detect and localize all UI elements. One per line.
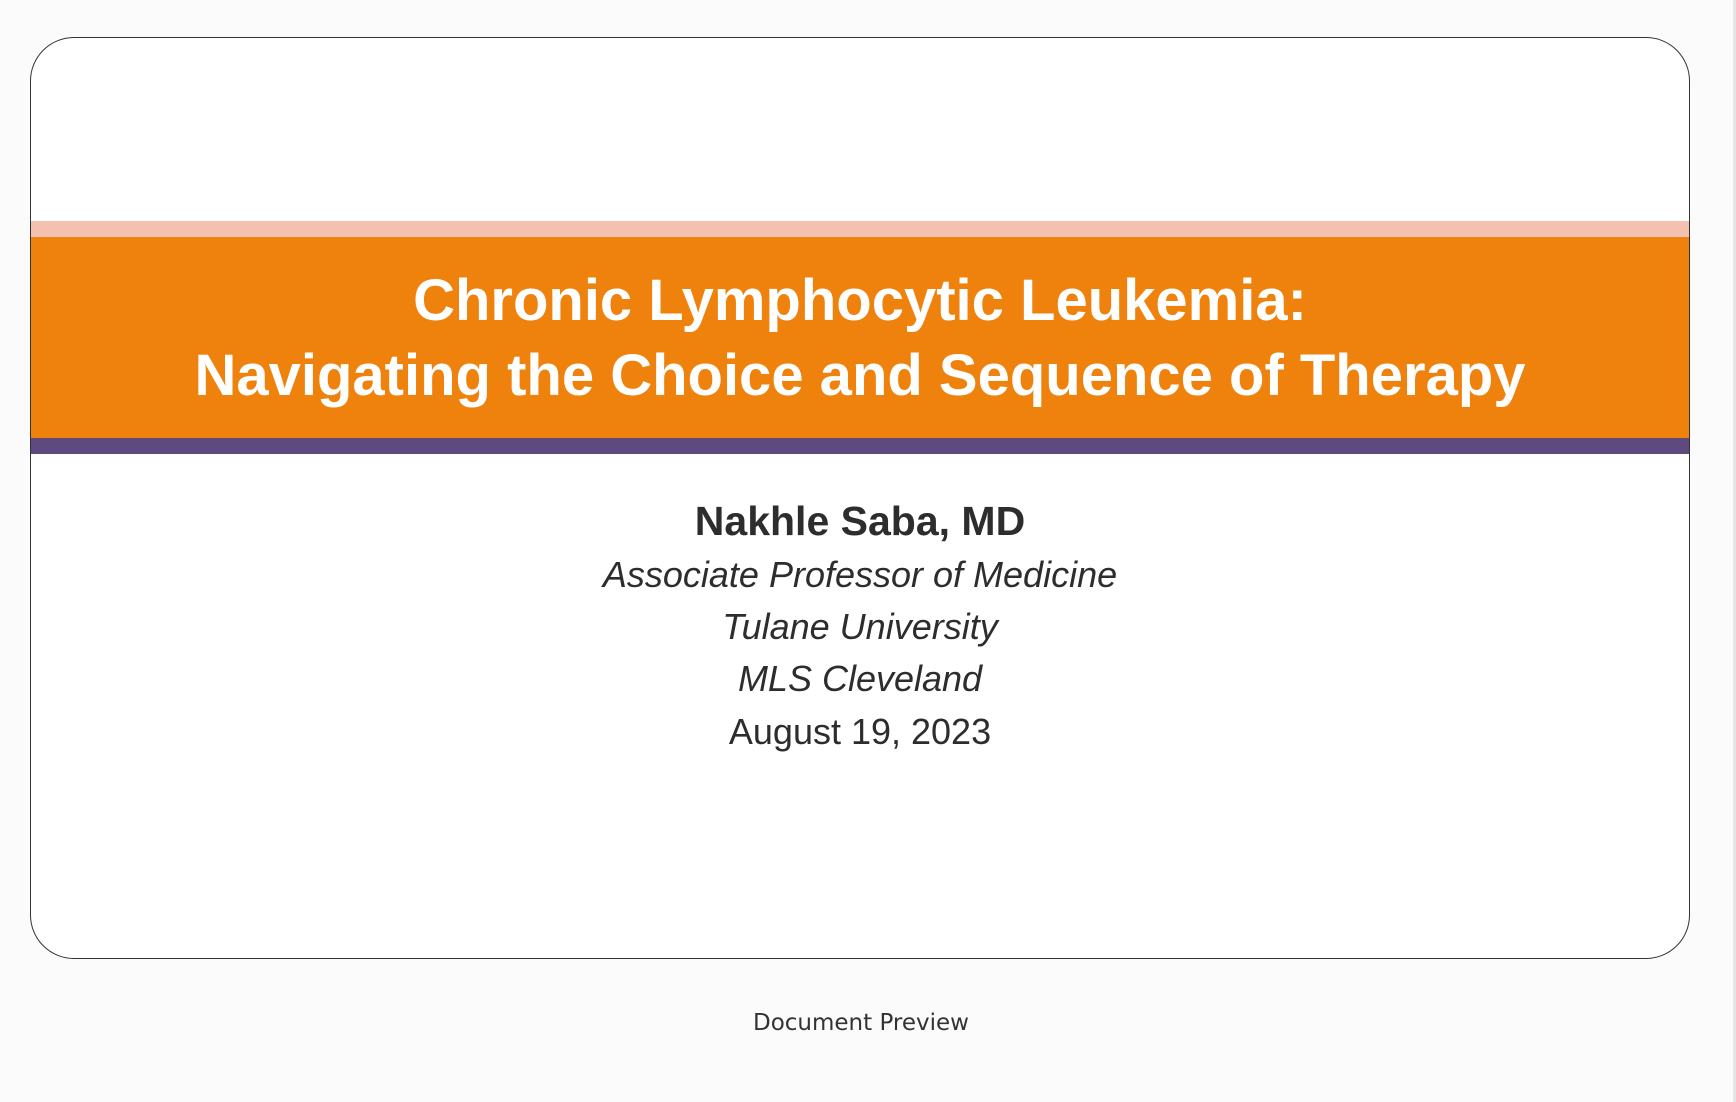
slide-title-line2: Navigating the Choice and Sequence of Therapy (194, 342, 1526, 408)
presentation-date: August 19, 2023 (728, 711, 992, 752)
title-band (31, 237, 1689, 438)
presenter-institution: Tulane University (722, 606, 998, 647)
presenter-info (31, 493, 1689, 759)
purple-stripe (31, 438, 1689, 454)
document-preview-card[interactable] (30, 37, 1690, 959)
event-name: MLS Cleveland (737, 658, 983, 699)
slide-title-line1: Chronic Lymphocytic Leukemia: (413, 267, 1307, 333)
presenter-position: Associate Professor of Medicine (602, 554, 1118, 595)
preview-caption: Document Preview (753, 1010, 969, 1036)
presenter-name: Nakhle Saba, MD (694, 498, 1026, 544)
pink-stripe (31, 221, 1689, 237)
